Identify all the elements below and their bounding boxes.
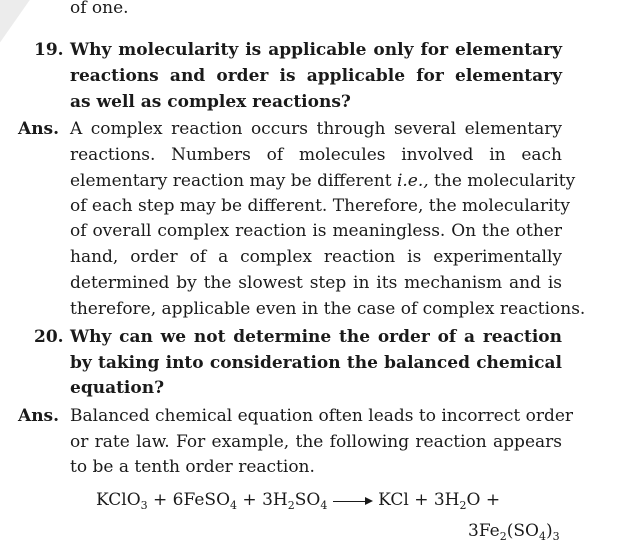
answer-20-line-1: Balanced chemical equation often leads to incorrect order — [70, 406, 574, 426]
answer-label-20: Ans. — [18, 406, 60, 426]
answer-19-line-1: A complex reaction occurs through several elementary — [70, 119, 562, 139]
answer-19-line-8: therefore, applicable even in the case of complex reactions. — [70, 299, 586, 319]
question-20-line-2: by taking into consideration the balanced chemical — [70, 353, 562, 373]
answer-19-line-5: of overall complex reaction is meaningless. On the other — [70, 221, 562, 241]
question-number-19: 19. — [34, 40, 64, 60]
answer-20-line-3: to be a tenth order reaction. — [70, 457, 315, 477]
answer-19-line-3: elementary reaction may be different i.e., the molecularity — [70, 171, 576, 191]
answer-19-line-7: determined by the slowest step in its mechanism and is — [70, 273, 562, 293]
question-19-line-1: Why molecularity is applicable only for elementary — [70, 40, 562, 60]
question-19-line-3: as well as complex reactions? — [70, 92, 351, 112]
chemical-equation-line-1: KClO$_3$ + 6FeSO$_4$ + $3H_2SO_4$ KCl + $3H_2O$ + — [96, 490, 501, 512]
answer-label-19: Ans. — [18, 119, 60, 139]
question-number-20: 20. — [34, 327, 64, 347]
reaction-arrow-icon — [333, 496, 373, 506]
top-fragment: of one. — [70, 0, 129, 18]
answer-20-line-2: or rate law. For example, the following reaction appears — [70, 432, 562, 452]
answer-19-line-6: hand, order of a complex reaction is experimentally — [70, 247, 562, 267]
question-20-line-1: Why can we not determine the order of a reaction — [70, 327, 562, 347]
chemical-equation-line-2: $3Fe_2(SO_4)_3$ — [468, 521, 560, 543]
question-20-line-3: equation? — [70, 378, 165, 398]
question-19-line-2: reactions and order is applicable for elementary — [70, 66, 562, 86]
answer-19-line-2: reactions. Numbers of molecules involved in each — [70, 145, 562, 165]
answer-19-line-4: of each step may be different. Therefore, the molecularity — [70, 196, 570, 216]
